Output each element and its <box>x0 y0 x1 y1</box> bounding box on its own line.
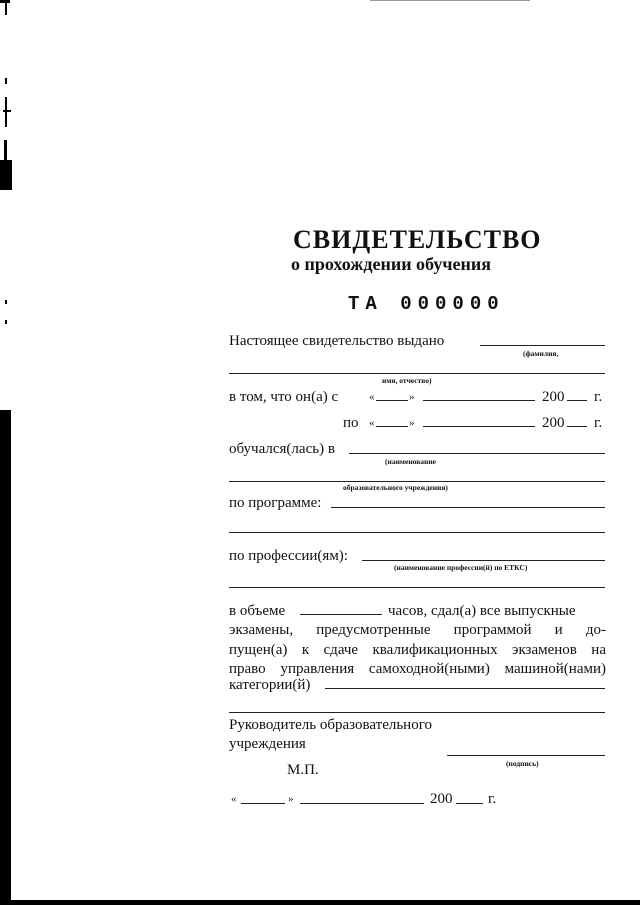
scan-artifact <box>5 97 7 127</box>
signature-line <box>447 755 605 756</box>
scan-artifact <box>5 300 7 304</box>
caption-profession: (наименование профессии(й) по ЕТКС) <box>394 563 528 572</box>
para-line: экзамены, предусмотренные программой и до- <box>229 622 606 638</box>
to-year-line <box>567 426 587 427</box>
quote-open: « <box>369 417 375 429</box>
scan-artifact <box>5 3 7 15</box>
para-line: пущен(а) к сдаче квалификационных экзаменов на <box>229 641 606 658</box>
program-line <box>331 507 605 508</box>
issued-to-label: Настоящее свидетельство выдано <box>229 333 445 349</box>
institution-line <box>349 453 605 454</box>
scan-artifact <box>11 900 640 905</box>
from-label: в том, что он(а) с <box>229 389 339 405</box>
scan-artifact <box>0 410 11 905</box>
name-line <box>229 373 605 374</box>
caption-surname: (фамилия, <box>523 349 559 358</box>
scan-artifact <box>5 78 7 84</box>
studied-label: обучался(лась) в <box>229 441 335 457</box>
program-line-2 <box>229 532 605 533</box>
caption-institution: (наименование <box>385 457 436 466</box>
scan-artifact <box>0 160 12 190</box>
quote-open: « <box>231 793 237 805</box>
from-month-line <box>423 400 535 401</box>
institution-line-2 <box>229 481 605 482</box>
to-label: по <box>343 415 359 431</box>
scan-artifact <box>370 0 530 1</box>
from-year-line <box>567 400 587 401</box>
document-title: СВИДЕТЕЛЬСТВО <box>293 225 542 254</box>
hours-line <box>300 614 382 615</box>
para-line: право управления самоходной(ными) машиной(нами) <box>229 661 606 677</box>
volume-suffix: часов, сдал(а) все выпускные <box>388 603 576 619</box>
year-label: 200 <box>542 415 565 431</box>
category-line <box>325 688 605 689</box>
stamp-label: М.П. <box>287 762 319 778</box>
sign-year-line <box>456 803 483 804</box>
sign-month-line <box>300 803 424 804</box>
profession-line <box>362 560 605 561</box>
sign-day-line <box>241 803 285 804</box>
to-day-line <box>376 426 408 427</box>
year-label: 200 <box>430 791 453 807</box>
category-label: категории(й) <box>229 677 311 693</box>
quote-close: » <box>409 391 415 403</box>
separator-line <box>229 712 605 713</box>
exam-paragraph <box>229 621 606 680</box>
head-label: Руководитель образовательного <box>229 717 432 733</box>
document-subtitle: о прохождении обучения <box>291 254 491 274</box>
scan-artifact <box>3 110 11 112</box>
quote-close: » <box>288 793 294 805</box>
serial-number: ТА 000000 <box>348 293 505 315</box>
year-label: 200 <box>542 389 565 405</box>
head-label-2: учреждения <box>229 736 306 752</box>
profession-label: по профессии(ям): <box>229 548 348 564</box>
surname-line <box>480 345 605 346</box>
year-suffix: г. <box>594 415 603 431</box>
quote-open: « <box>369 391 375 403</box>
volume-prefix: в объеме <box>229 603 286 619</box>
program-label: по программе: <box>229 495 322 511</box>
profession-line-2 <box>229 587 605 588</box>
caption-institution-2: образовательного учреждения) <box>343 483 448 492</box>
caption-signature: (подпись) <box>506 759 539 768</box>
year-suffix: г. <box>594 389 603 405</box>
from-day-line <box>376 400 408 401</box>
caption-name: имя, отчество) <box>382 376 432 385</box>
quote-close: » <box>409 417 415 429</box>
to-month-line <box>423 426 535 427</box>
year-suffix: г. <box>488 791 497 807</box>
scan-artifact <box>5 320 7 324</box>
